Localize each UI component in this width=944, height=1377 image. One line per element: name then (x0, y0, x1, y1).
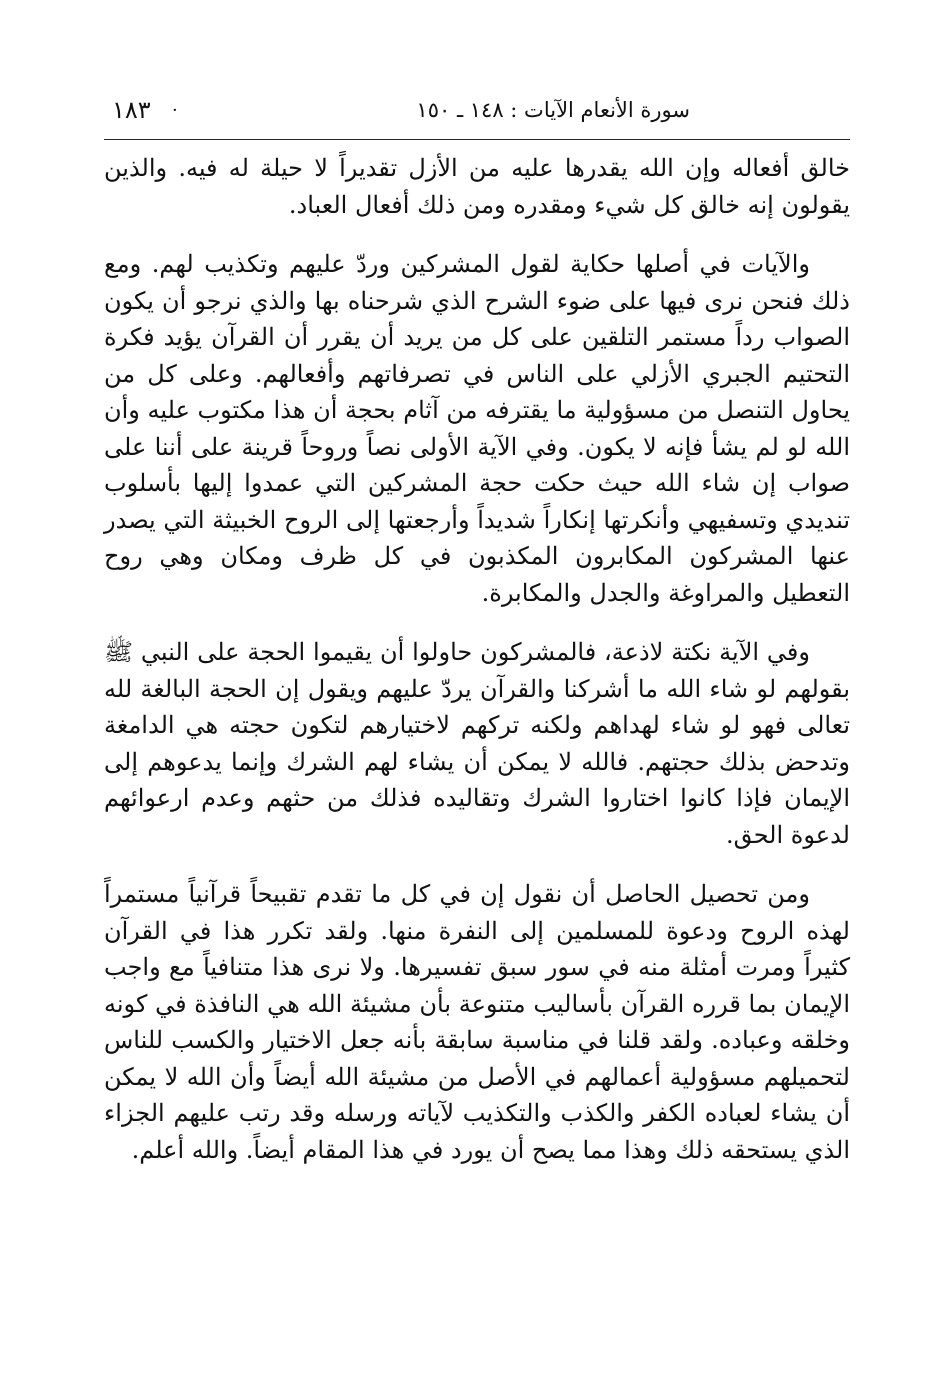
page-number: ١٨٣ (112, 96, 151, 124)
header-divider (104, 139, 850, 140)
page-header (104, 92, 850, 136)
paragraph-4: ومن تحصيل الحاصل أن نقول إن في كل ما تقدم تقبيحاً قرآنياً مستمراً لهذه الروح ودعوة للمسلمين إلى النفرة منها. ولقد تكرر هذا في القرآن كثيراً ومرت أمثلة منه في سور سبق تفسيرها. ولا نرى هذا متنافياً مع واجب الإيمان بما قرره القرآن بأساليب متنوعة بأن مشيئة الله هي النافذة في كونه وخلقه وعباده. ولقد قلنا في مناسبة سابقة بأنه جعل الاختيار والكسب للناس لتحميلهم مسؤولية أعمالهم في الأصل من مشيئة الله أيضاً وأن الله لا يمكن أن يشاء لعباده الكفر والكذب والتكذيب لآياته ورسله وقد رتب عليهم الجزاء الذي يستحقه ذلك وهذا مما يصح أن يورد في هذا المقام أيضاً. والله أعلم. (104, 880, 850, 1164)
paragraph-1: خالق أفعاله وإن الله يقدرها عليه من الأزل تقديراً لا حيلة له فيه. والذين يقولون إنه خالق كل شيء ومقدره ومن ذلك أفعال العباد. (104, 154, 850, 219)
header-separator-dot: · (172, 100, 178, 121)
running-title: سورة الأنعام الآيات : ١٤٨ ـ ١٥٠ (416, 98, 690, 122)
paragraph-3: وفي الآية نكتة لاذعة، فالمشركون حاولوا أن يقيموا الحجة على النبي ﷺ بقولهم لو شاء الله ما أشركنا والقرآن يردّ عليهم ويقول إن الحجة البالغة لله تعالى فهو لو شاء لهداهم ولكنه تركهم لاختيارهم لتكون حجته هي الدامغة وتدحض بذلك حجتهم. فالله لا يمكن أن يشاء لهم الشرك وإنما يدعوهم إلى الإيمان فإذا كانوا اختاروا الشرك وتقاليده فذلك من حثهم وعدم ارعوائهم لدعوة الحق. (104, 638, 850, 849)
body-text (104, 150, 850, 1191)
paragraph-2: والآيات في أصلها حكاية لقول المشركين وردّ عليهم وتكذيب لهم. ومع ذلك فنحن نرى فيها على ضوء الشرح الذي شرحناه بها والذي نرجو أن يكون الصواب رداً مستمر التلقين على كل من يريد أن يقرر أن القرآن يؤيد فكرة التحتيم الجبري الأزلي على الناس في تصرفاتهم وأفعالهم. وعلى كل من يحاول التنصل من مسؤولية ما يقترفه من آثام بحجة أن هذا مكتوب عليه وأن الله لو لم يشأ فإنه لا يكون. وفي الآية الأولى نصاً وروحاً قرينة على أننا على صواب إن شاء الله حيث حكت حجة المشركين التي عمدوا إليها بأسلوب تنديدي وتسفيهي وأنكرتها إنكاراً شديداً وأرجعتها إلى الروح الخبيثة التي يصدر عنها المشركون المكابرون المكذبون في كل ظرف ومكان وهي روح التعطيل والمراوغة والجدل والمكابرة. (104, 250, 850, 607)
